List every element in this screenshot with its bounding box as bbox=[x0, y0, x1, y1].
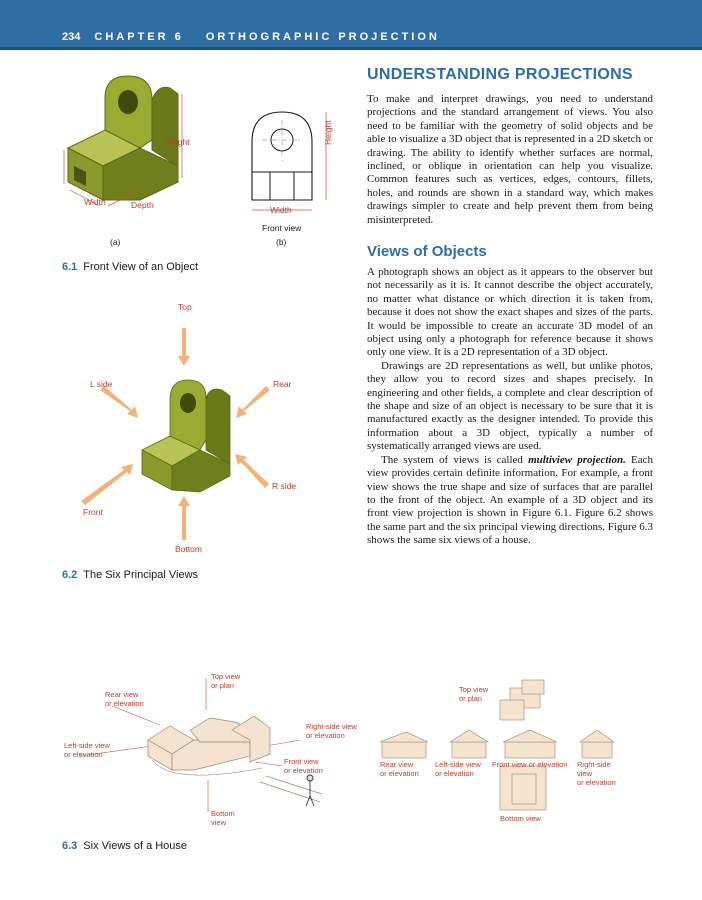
elev-top-view-label: Top view or plan bbox=[459, 685, 489, 703]
house-right-side-view-label: Right-side view or elevation bbox=[306, 722, 357, 740]
label-height-b: Height bbox=[323, 120, 333, 145]
elev-front-view-label: Front view or elevation bbox=[492, 760, 568, 769]
paragraph-1: A photograph shows an object as it appears to the observer but not necessarily as it is. It cannot describe the object accurately, no matter what distance or which direction it is taken from, because it does not show the exact shapes and sizes of the parts. It would be impossible to create an accurate 3D model of an object using only a photograph for reference because it shows only one view. It is a 2D representation of a 3D object. bbox=[367, 266, 653, 359]
house-left-side-view-label: Left-side view or elevation bbox=[64, 741, 110, 759]
subsection-heading: Views of Objects bbox=[367, 243, 487, 260]
figure-6-2-caption: 6.2 The Six Principal Views bbox=[62, 569, 199, 581]
figure-6-3-caption: 6.3 Six Views of a House bbox=[62, 840, 188, 852]
label-front-view: Front view bbox=[262, 223, 302, 233]
house-front-view-label: Front view or elevation bbox=[284, 757, 323, 775]
figure-6-1-caption: 6.1 Front View of an Object bbox=[62, 261, 199, 273]
figure-6-3-house-views bbox=[60, 670, 660, 830]
view-label-bottom: Bottom bbox=[175, 544, 202, 554]
paragraph-2: Drawings are 2D representations as well, but unlike photos, they allow you to record sizes and shapes precisely. In engineering and other fields, a complete and clear description of the shape and size of an object is necessary to be sure that it is manufactured exactly as the designer intended. To provide this information about a 3D object, typically a number of systematically arranged views are used. bbox=[367, 359, 653, 453]
header-rule bbox=[0, 47, 702, 50]
elev-rear-view-label: Rear view or elevation bbox=[380, 760, 419, 778]
view-label-top: Top bbox=[178, 302, 192, 312]
page-header bbox=[0, 0, 702, 50]
running-head bbox=[62, 31, 440, 43]
house-top-view-label: Top view or plan bbox=[211, 672, 241, 690]
subsection-body bbox=[367, 266, 653, 548]
figure-6-1-front-view bbox=[238, 100, 348, 220]
house-rear-view-label: Rear view or elevation bbox=[105, 690, 144, 708]
chapter-label: CHAPTER 6 bbox=[94, 31, 184, 43]
label-width-b: Width bbox=[270, 205, 292, 215]
key-term: multiview projection. bbox=[528, 453, 626, 466]
label-height-a: Height bbox=[165, 137, 190, 147]
house-bottom-view-label: Bottom view bbox=[211, 809, 235, 827]
label-width-a: Width bbox=[84, 197, 106, 207]
view-label-rear: Rear bbox=[273, 379, 292, 389]
label-depth: Depth bbox=[131, 200, 154, 210]
section-paragraph: To make and interpret drawings, you need to understand projections and the standard arrangement of views. You also need to be familiar with the geometry of solid objects and be able to visualize a 3D object that is represented in a 2D sketch or drawing. The ability to identify whether surfaces are normal, inclined, or oblique in orientation can help you visualize. Common features such as vertices, edges, contours, fillets, holes, and rounds are shown in a standard way, which makes drawings simpler to create and help prevent them from being misinterpreted. bbox=[367, 93, 653, 226]
figure-6-2-views bbox=[60, 300, 360, 570]
view-label-front: Front bbox=[83, 507, 103, 517]
view-label-r-side: R side bbox=[272, 481, 297, 491]
elev-left-side-view-label: Left-side view or elevation bbox=[435, 760, 481, 778]
subfig-a-label: (a) bbox=[110, 237, 121, 247]
section-heading: UNDERSTANDING PROJECTIONS bbox=[367, 66, 633, 83]
elev-right-side-view-label: Right-side view or elevation bbox=[577, 760, 616, 787]
elev-bottom-view-label: Bottom view bbox=[500, 814, 541, 823]
view-label-l-side: L side bbox=[90, 379, 113, 389]
chapter-title: ORTHOGRAPHIC PROJECTION bbox=[205, 31, 440, 43]
subfig-b-label: (b) bbox=[276, 237, 287, 247]
paragraph-3: The system of views is called multiview projection. Each view provides certain definite information. For example, a front view shows the true shape and size of surfaces that are parallel to the front of the object. An example of a 3D object and its front view projection is shown in Figure 6.1. Figure 6.2 shows the same part and the six principal viewing directions. Figure 6.3 shows the same six views of a house. bbox=[367, 453, 653, 547]
page-number: 234 bbox=[62, 31, 81, 43]
